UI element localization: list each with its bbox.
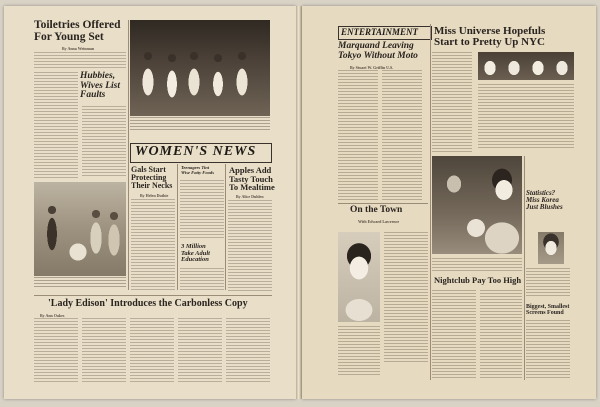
body-text [384,232,428,362]
photo-caption [34,277,126,289]
body-text [338,326,380,376]
body-text [526,320,570,378]
body-text [478,84,574,150]
column-rule [177,164,178,290]
body-text [34,318,78,384]
headline-statistics: Statistics? Miss Korea Just Blushes [526,189,563,212]
starlet-portrait-photo [338,232,380,322]
body-text [130,318,174,384]
column-rule [225,164,226,290]
right-page [302,6,596,399]
headline-apples: Apples Add Tasty Touch To Mealtime [229,165,275,193]
lady-edison-photo [34,182,126,276]
body-text [226,318,270,384]
column-rule [524,156,525,380]
headline-teenagers: Teenagers Tint Wise Fatty Foods [181,165,215,175]
body-text [432,258,522,272]
byline-toiletries: By Anna Weinman [62,46,95,51]
section-rule [338,203,428,204]
body-text [82,106,126,178]
headline-lady-edison: 'Lady Edison' Introduces the Carbonless Copy [48,298,248,309]
children-costume-photo [130,20,270,116]
body-text [180,180,224,240]
byline-marquand: By Stuart W. Griffin U.S. [350,65,394,70]
body-text [526,268,570,298]
miss-korea-photo [432,156,522,254]
body-text [34,72,78,178]
headline-marquand: Marquand Leaving Tokyo Without Moto [338,41,418,61]
section-rule [34,295,272,296]
body-text [180,268,224,291]
body-text [480,290,522,378]
body-text [382,70,422,200]
photo-caption [130,117,270,131]
column-rule [430,24,431,380]
entertainment-flag: ENTERTAINMENT [341,27,419,37]
headline-miss-universe: Miss Universe Hopefuls Start to Pretty Up NYC [434,25,546,49]
miss-korea-portrait [538,232,564,264]
byline-on-the-town: With Edward Lawrence [358,219,400,224]
body-text [178,318,222,384]
byline-lady-edison: By Ann Oakes [40,313,65,318]
body-text [82,318,126,384]
womens-news-flag: WOMEN'S NEWS [135,144,257,159]
headline-hubbies: Hubbies, Wives List Faults [80,71,121,101]
left-page [4,6,296,399]
body-text [34,52,126,70]
body-text [432,290,476,378]
byline-apples: By Alice Duhlen [236,194,264,199]
headline-biggest: Biggest, Smallest Screens Found [526,304,570,317]
column-rule [128,20,129,290]
headline-million: 3 Million Take Adult Education [181,243,210,264]
body-text [228,200,272,291]
headline-on-the-town: On the Town [350,205,403,215]
headline-toiletries: Toiletries Offered For Young Set [34,19,121,43]
body-text [338,70,378,200]
headline-gals: Gals Start Protecting Their Necks [131,165,173,191]
body-text [131,199,175,291]
headline-nightclub: Nightclub Pay Too High [434,275,522,285]
hopefuls-headshots-photo [478,52,574,80]
body-text [432,52,472,152]
byline-gals: By Helen Duthie [140,193,169,198]
